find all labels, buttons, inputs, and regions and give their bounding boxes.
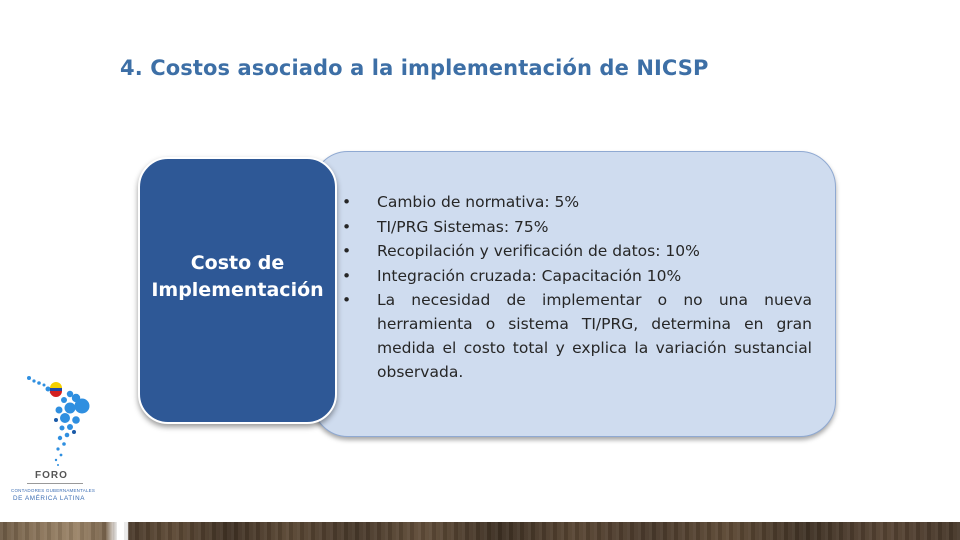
- logo-subtitle-line2: DE AMÉRICA LATINA: [13, 495, 86, 502]
- bullet-item: • La necesidad de implementar o no una nueva herramienta o sistema TI/PRG, determina en gran medida el costo total y explica la variación sustancial observada.: [340, 288, 812, 384]
- slide-title: 4. Costos asociado a la implementación de NICSP: [120, 56, 709, 80]
- decorative-footer-strip: [0, 522, 960, 540]
- bullet-item: • Integración cruzada: Capacitación 10%: [340, 264, 812, 288]
- category-label: Costo de Implementación: [151, 251, 324, 301]
- logo-divider: [27, 483, 83, 484]
- bullet-item: • Recopilación y verificación de datos: 10%: [340, 239, 812, 263]
- category-label-box: [138, 157, 337, 424]
- latin-america-dots-map-icon: [12, 370, 118, 505]
- logo-name: FORO: [35, 470, 68, 481]
- bullet-list: [340, 190, 812, 385]
- logo-subtitle-line1: CONTADORES GUBERNAMENTALES: [11, 488, 96, 493]
- bullet-item: • TI/PRG Sistemas: 75%: [340, 215, 812, 239]
- bullet-item: • Cambio de normativa: 5%: [340, 190, 812, 214]
